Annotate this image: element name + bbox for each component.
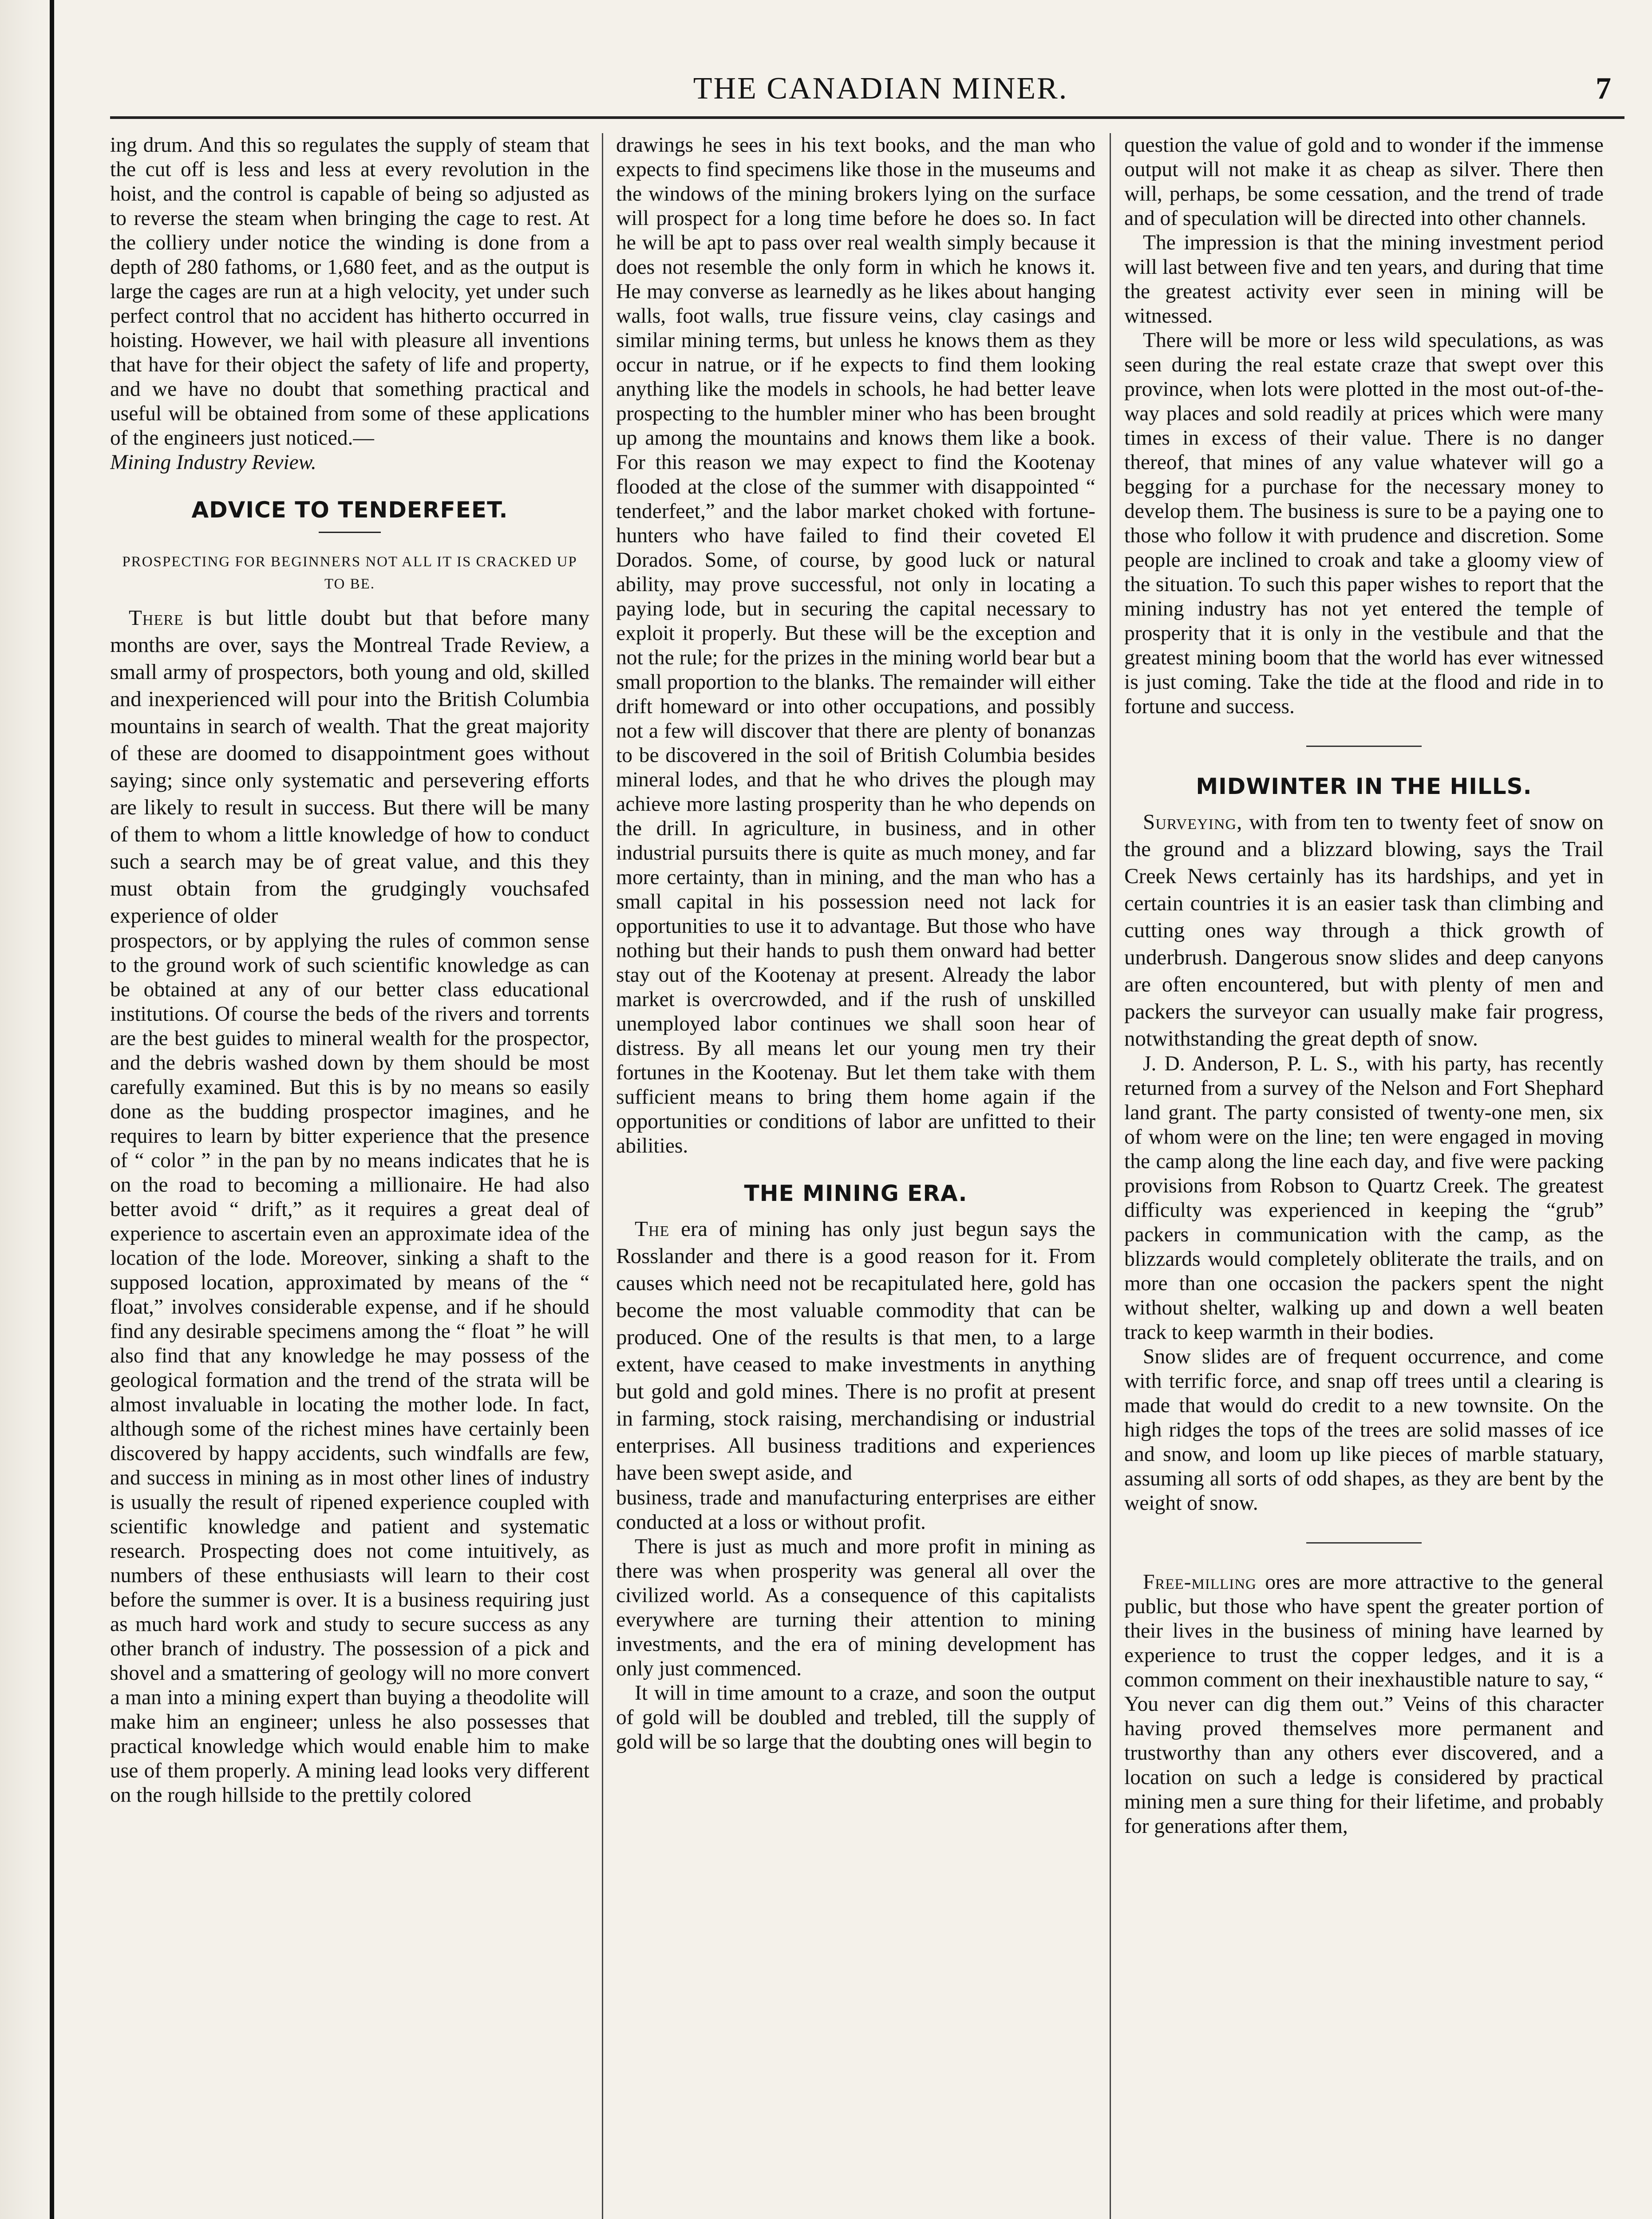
- header-rule: [110, 116, 1624, 119]
- lead-word: Surveying,: [1143, 809, 1243, 834]
- midwinter-large-text: with from ten to twenty feet of snow on the ground and a blizzard blowing, says the Trail Creek News certainly has its hardships, and yet in certain countries it is an easier task than climbing and cutting ones way through a thick growth of underbrush. Dangerous snow slides and deep canyons are often encountered, but with plenty of men and packers the surveyor can usually make fair progress, notwithstanding the great depth of snow.: [1124, 809, 1604, 1050]
- section-separator: [1306, 746, 1422, 747]
- column3-paragraph-2: The impression is that the mining investment period will last between five and ten years, and during that time the greatest activity ever seen in mining will be witnessed.: [1124, 231, 1604, 328]
- free-milling-paragraph: [1124, 1570, 1604, 1839]
- mining-era-lead-paragraph: [616, 1215, 1095, 1486]
- continuation-source: Mining Industry Review.: [110, 451, 316, 474]
- mining-era-body: business, trade and manufacturing enterprises are either conducted at a loss or without profit.: [616, 1486, 1095, 1534]
- newspaper-page: [110, 0, 1624, 2219]
- article-title-midwinter: MIDWINTER IN THE HILLS.: [1196, 774, 1532, 799]
- midwinter-lead-paragraph: [1124, 808, 1604, 1052]
- snow-slides-paragraph: Snow slides are of frequent occurrence, and come with terrific force, and snap off trees until a clearing is made that would do credit to a new townsite. On the high ridges the tops of the trees are solid masses of ice and snow, and loom up like pieces of marble statuary, assuming all sorts of odd shapes, as they are bent by the weight of snow.: [1124, 1345, 1604, 1515]
- columns: [110, 133, 1624, 2219]
- column-divider: [1110, 133, 1111, 2219]
- column-divider: [602, 133, 603, 2219]
- mining-era-large-text: era of mining has only just begun says the Rosslander and there is a good reason for it. From causes which need not be recapitulated here, gold has become the most valuable commodity that can be produced. One of the results is that men, to a large extent, have ceased to make investments in anything but gold and gold mines. There is no profit at present in farming, stock raising, merchandising or industrial enterprises. All business traditions and experiences have been swept aside, and: [616, 1216, 1095, 1485]
- page-header: [110, 58, 1624, 107]
- column-2: [616, 133, 1095, 2219]
- tenderfeet-large-text: is but little doubt but that before many months are over, says the Montreal Trade Review, a small army of prospectors, both young and old, skilled and inexperienced will pour into the British Columbia mountains in search of wealth. That the great majority of these are doomed to disappointment goes without saying; since only systematic and persevering efforts are likely to result in success. But there will be many of them to whom a little knowledge of how to conduct such a search may be of great value, and this they must obtain from the grudgingly vouchsafed experience of older: [110, 605, 589, 928]
- column-3: [1124, 133, 1604, 2219]
- article-subtitle-tenderfeet: PROSPECTING FOR BEGINNERS NOT ALL IT IS CRACKED UP TO BE.: [122, 554, 577, 592]
- column2-continuation: drawings he sees in his text books, and the man who expects to find specimens like those in the museums and the windows of the mining brokers lying on the surface will prospect for a long time before he does so. In fact he will be apt to pass over real wealth simply because it does not resemble the only form in which he knows it. He may converse as learnedly as he likes about hanging walls, foot walls, true fissure veins, clay casings and similar mining terms, but unless he knows them as they occur in natrue, or if he expects to find them looking anything like the models in schools, he had better leave prospecting to the humbler miner who has been brought up among the mountains and knows them like a book. For this reason we may expect to find the Kootenay flooded at the close of the summer with disappointed “ tenderfeet,” and the labor market choked with fortune-hunters who have failed to find their coveted El Dorados. Some, of course, by good luck or natural ability, may prove successful, not only in locating a paying lode, but in securing the capital necessary to exploit it properly. But these will be the exception and not the rule; for the prizes in the mining world bear but a small proportion to the blanks. The remainder will either drift homeward or into other occupations, and possibly not a few will discover that there are plenty of bonanzas to be discovered in the soil of British Columbia besides mineral lodes, and that he who drives the plough may achieve more lasting prosperity than he who depends on the drill. In agriculture, in business, and in other industrial pursuits there is quite as much money, and far more certainty, than in mining, and the man who has a small capital in his possession need not lack for opportunities to use it to advantage. But those who have nothing but their hands to push them onward had better stay out of the Kootenay at present. Already the labor market is overcrowded, and if the rush of unskilled unemployed labor continues we shall soon hear of distress. By all means let our young men try their fortunes in the Kootenay. But let them take with them sufficient means to bring them home again if the opportunities or conditions of labor are unfitted to their abilities.: [616, 134, 1095, 1157]
- lead-word: There: [129, 605, 184, 630]
- free-milling-text: ores are more attractive to the general public, but those who have spent the greater portion of their lives in the business of mining have learned by experience to trust the copper ledges, and it is a common comment on their inexhaustible nature to say, “ You never can dig them out.” Veins of this character having proved themselves more permanent and trustworthy than any others ever discovered, and a location on such a ledge is considered by practical mining men a sure thing for their lifetime, and probably for generations after them,: [1124, 1571, 1604, 1838]
- page-binding-shadow: [0, 0, 49, 2219]
- column3-continuation: question the value of gold and to wonder if the immense output will not make it as cheap as silver. There then will, perhaps, be some cessation, and the trend of trade and of speculation will be directed into other channels.: [1124, 134, 1604, 230]
- page-number: 7: [1596, 71, 1611, 106]
- tenderfeet-lead-paragraph: [110, 604, 589, 929]
- mining-era-paragraph-3: It will in time amount to a craze, and soon the output of gold will be doubled and trebled, till the supply of gold will be so large that the doubting ones will begin to: [616, 1682, 1095, 1753]
- lead-word: Free-milling: [1143, 1571, 1257, 1594]
- article-title-mining-era: THE MINING ERA.: [744, 1181, 968, 1206]
- column-1: [110, 133, 589, 2219]
- mining-era-paragraph-2: There is just as much and more profit in mining as there was when prosperity was general all over the civilized world. As a consequence of this capitalists everywhere are turning their attention to mining investments, and the era of mining development has only just commenced.: [616, 1535, 1095, 1680]
- column1-continuation: ing drum. And this so regulates the supply of steam that the cut off is less and less at every revolution in the hoist, and the control is capable of being so adjusted as to reverse the steam when bringing the cage to rest. At the colliery under notice the winding is done from a depth of 280 fathoms, or 1,680 feet, and as the output is large the cages are run at a high velocity, yet under such perfect control that no accident has hitherto occurred in hoisting. However, we hail with pleasure all inventions that have for their object the safety of life and property, and we have no doubt that something practical and useful will be obtained from some of these applications of the engineers just noticed.—: [110, 134, 589, 450]
- title-rule: [319, 532, 381, 533]
- column3-paragraph-3: There will be more or less wild speculations, as was seen during the real estate craze that swept over this province, when lots were plotted in the most out-of-the-way places and sold readily at prices which were many times in excess of their value. There is no danger thereof, that mines of any value whatever will go a begging for a purchase for the necessary money to develop them. The business is sure to be a paying one to those who follow it with prudence and discretion. Some people are inclined to croak and take a gloomy view of the situation. To such this paper wishes to report that the mining industry has not yet entered the temple of prosperity that it is only in the vestibule and that the greatest mining boom that the world has ever witnessed is just coming. Take the tide at the flood and ride in to fortune and success.: [1124, 329, 1604, 718]
- binding-edge: [50, 0, 54, 2219]
- article-title-tenderfeet: ADVICE TO TENDERFEET.: [191, 497, 508, 523]
- tenderfeet-body: prospectors, or by applying the rules of common sense to the ground work of such scientific knowledge as can be obtained at any of our better class educational institutions. Of course the beds of the rivers and torrents are the best guides to mineral wealth for the prospector, and the debris washed down by them should be most carefully examined. But this is by no means so easily done as the budding prospector imagines, and he requires to learn by bitter experience that the presence of “ color ” in the pan by no means indicates that he is on the road to becoming a millionaire. He had also better avoid “ drift,” as it requires a great deal of experience to ascertain even an approximate idea of the location of the lode. Moreover, sinking a shaft to the supposed location, approximated by means of the “ float,” involves considerable expense, and if he should find any desirable specimens among the “ float ” he will also find that any knowledge he may possess of the geological formation and the trend of the strata will be almost invaluable in locating the mother lode. In fact, although some of the richest mines have certainly been discovered by happy accidents, such windfalls are few, and success in mining as in most other lines of industry is usually the result of ripened experience coupled with scientific knowledge and patient and systematic research. Prospecting does not come intuitively, as numbers of these enthusiasts will learn to their cost before the summer is over. It is a business requiring just as much hard work and study to secure success as any other branch of industry. The possession of a pick and shovel and a smattering of geology will no more convert a man into a mining expert than buying a theodolite will make him an engineer; unless he also possesses that practical knowledge which would enable him to make use of them properly. A mining lead looks very different on the rough hillside to the prettily colored: [110, 929, 589, 1807]
- anderson-paragraph: J. D. Anderson, P. L. S., with his party, has recently returned from a survey of the Nelson and Fort Shephard land grant. The party consisted of twenty-one men, six of whom were on the line; ten were engaged in moving the camp along the line each day, and five were packing provisions from Robson to Quartz Creek. The greatest difficulty was experienced in keeping the “grub” packers in communication with the camp, as the blizzards would completely obliterate the trails, and on more than one occasion the packers spent the night without shelter, walking up and down a well beaten track to keep warmth in their bodies.: [1124, 1052, 1604, 1344]
- publication-title: THE CANADIAN MINER.: [693, 71, 1068, 106]
- lead-word: The: [635, 1216, 670, 1241]
- section-separator: [1306, 1542, 1422, 1544]
